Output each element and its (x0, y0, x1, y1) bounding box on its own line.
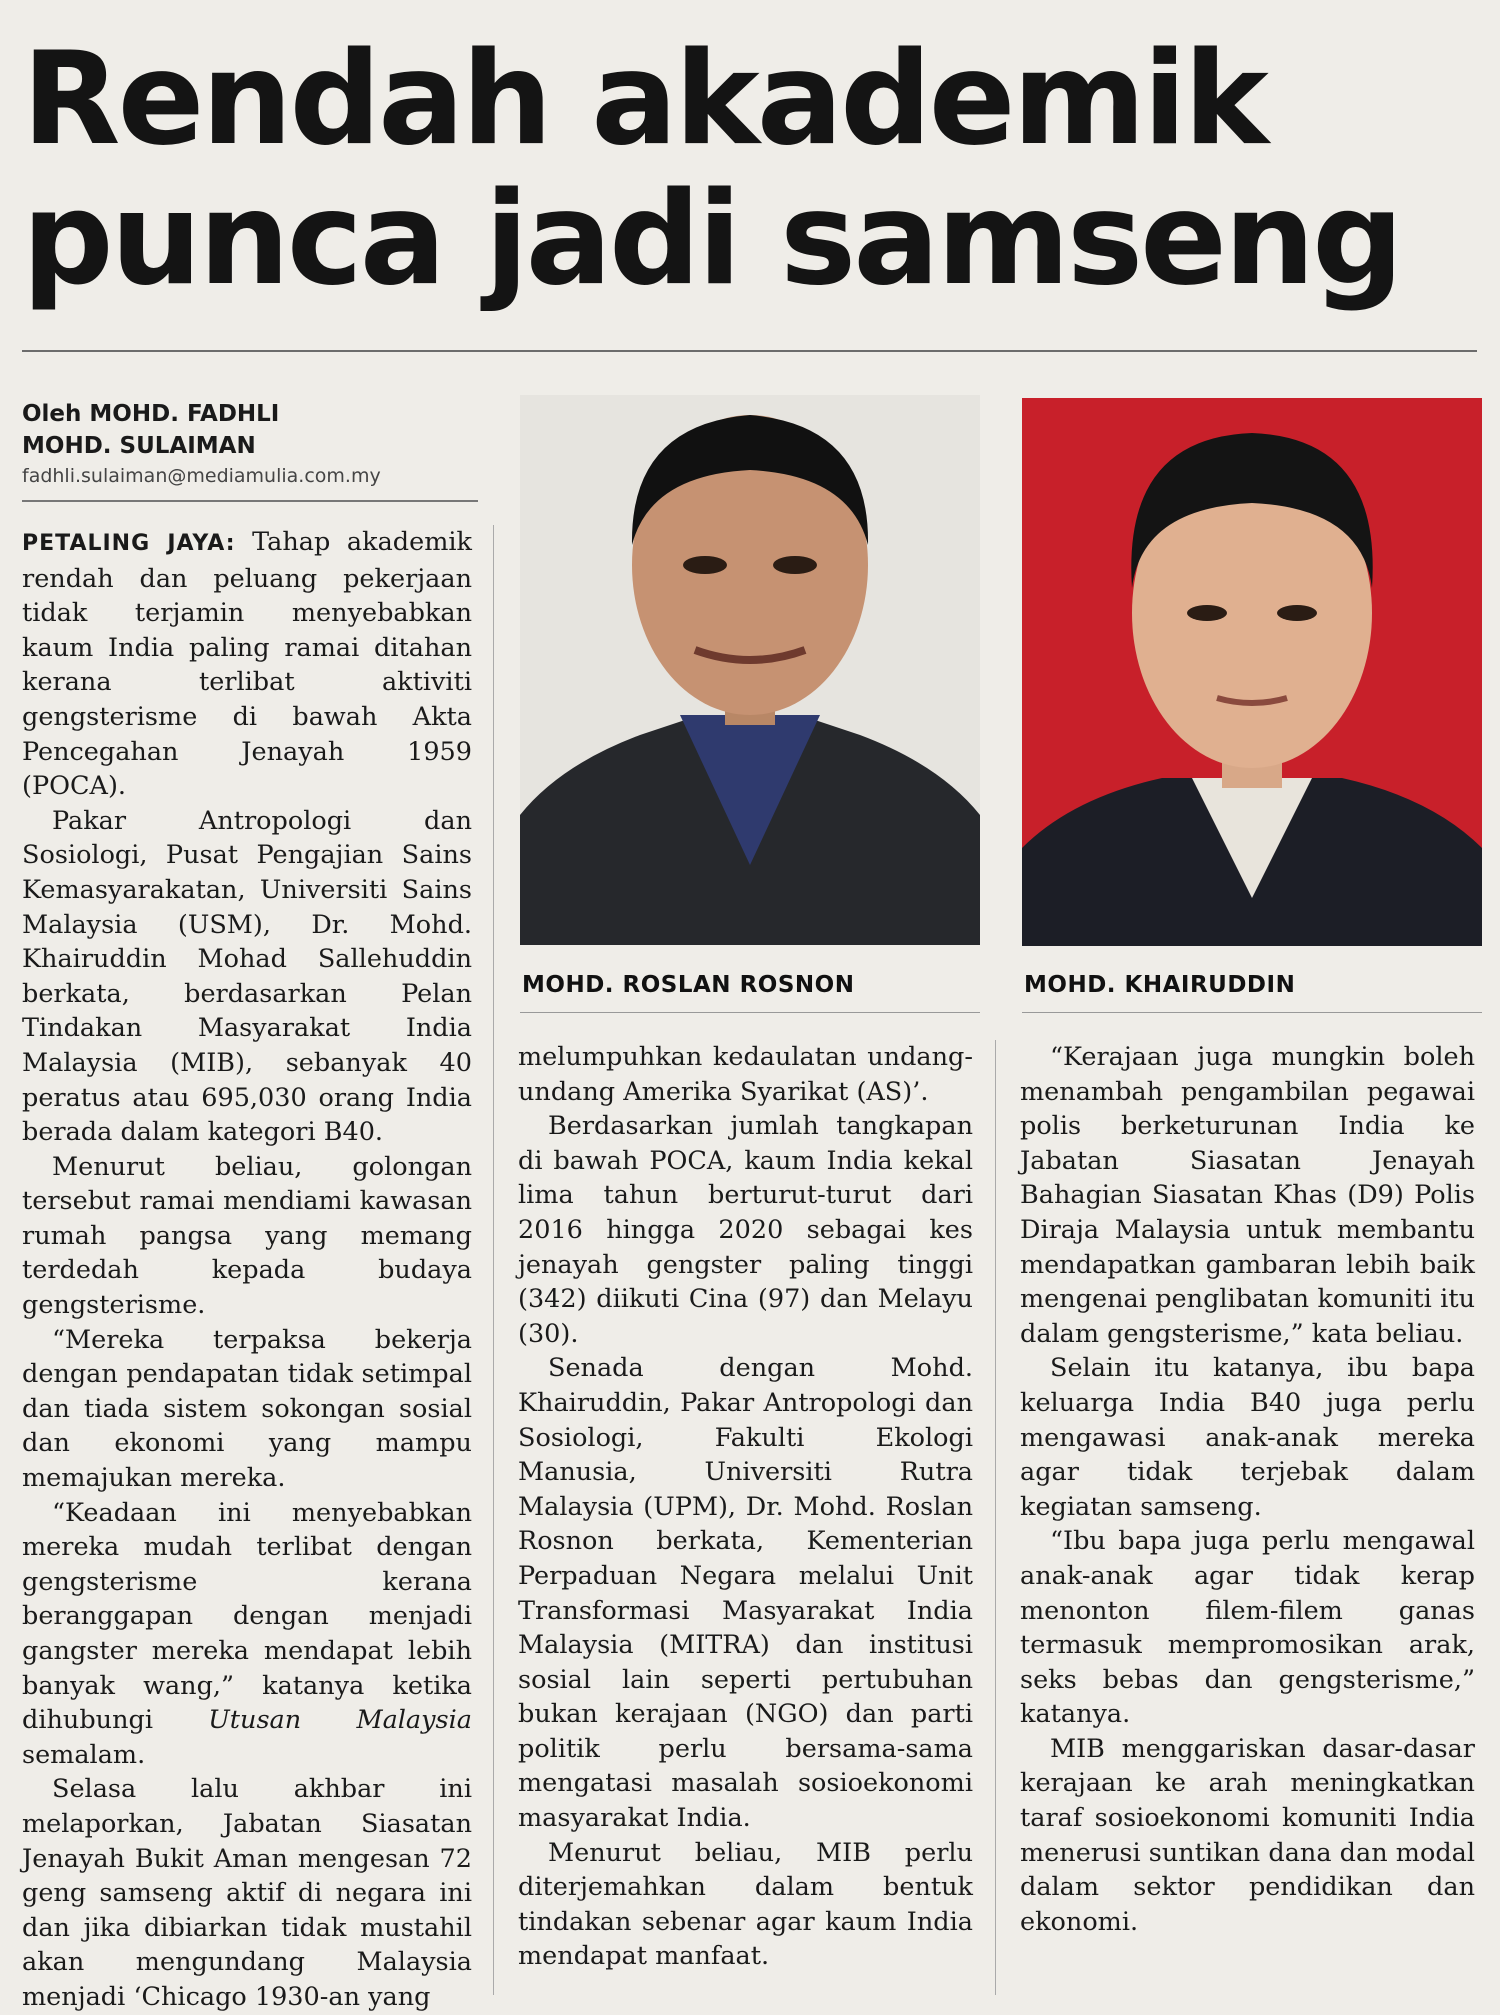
byline-divider (22, 500, 478, 502)
paragraph-text: “Keadaan ini menyebabkan mereka mudah terlibat dengan gengsterisme kerana beranggapan dengan menjadi gangster mereka mendapat lebih banyak wang,” katanya ketika dihubungi (22, 1497, 472, 1736)
paragraph: “Kerajaan juga mungkin boleh menambah pengambilan pegawai polis berketurunan India ke Jabatan Siasatan Jenayah Bahagian Siasatan Khas (D9) Polis Diraja Malaysia untuk membantu mendapatkan gambaran lebih baik mengenai penglibatan komuniti itu dalam gengsterisme,” kata beliau. (1020, 1042, 1475, 1349)
publication-name: Utusan Malaysia (208, 1705, 472, 1736)
caption-divider (1022, 1012, 1482, 1013)
headline-line-1: Rendah akademik (22, 25, 1266, 174)
column-divider (995, 1040, 996, 1995)
paragraph: Senada dengan Mohd. Khairuddin, Pakar Antropologi dan Sosiologi, Fakulti Ekologi Manusia, Universiti Rutra Malaysia (UPM), Dr. Mohd. Roslan Rosnon berkata, Kementerian Perpaduan Negara melalui Unit Transformasi Masyarakat India Malaysia (MITRA) dan institusi sosial lain seperti pertubuhan bukan kerajaan (NGO) dan parti politik perlu bersama-sama mengatasi masalah sosioekonomi masyarakat India. (518, 1353, 973, 1834)
paragraph: Selain itu katanya, ibu bapa keluarga India B40 juga perlu mengawasi anak-anak mereka agar tidak terjebak dalam kegiatan samseng. (1020, 1353, 1475, 1522)
byline-author-line-1: Oleh MOHD. FADHLI (22, 401, 280, 427)
article-column-2 (518, 1040, 973, 1974)
paragraph: “Mereka terpaksa bekerja dengan pendapatan tidak setimpal dan tiada sistem sokongan sosial dan ekonomi yang mampu memajukan mereka. (22, 1324, 472, 1494)
paragraph: Berdasarkan jumlah tangkapan di bawah POCA, kaum India kekal lima tahun berturut-turut dari 2016 hingga 2020 sebagai kes jenayah gengster paling tinggi (342) diikuti Cina (97) dan Melayu (30). (518, 1111, 973, 1349)
headline-line-2: punca jadi samseng (22, 165, 1401, 314)
dateline: PETALING JAYA: (22, 531, 236, 556)
paragraph-text: semalam. (22, 1739, 146, 1770)
photo-caption: MOHD. ROSLAN ROSNON (522, 972, 855, 998)
portrait-illustration (1022, 398, 1482, 946)
paragraph: MIB menggariskan dasar-dasar kerajaan ke arah meningkatkan taraf sosioekonomi komuniti India menerusi suntikan dana dan modal dalam sektor pendidikan dan ekonomi. (1020, 1733, 1475, 1937)
caption-divider (520, 1012, 980, 1013)
headline (22, 25, 1462, 314)
paragraph (22, 1496, 472, 1773)
article-column-3 (1020, 1040, 1475, 1939)
portrait-illustration (520, 395, 980, 945)
paragraph: “Ibu bapa juga perlu mengawal anak-anak agar tidak kerap menonton filem-filem ganas termasuk mempromosikan arak, seks bebas dan gengsterisme,” katanya. (1020, 1526, 1475, 1730)
article-column-1 (22, 525, 472, 2015)
paragraph: Selasa lalu akhbar ini melaporkan, Jabatan Siasatan Jenayah Bukit Aman mengesan 72 geng samseng aktif di negara ini dan jika dibiarkan tidak mustahil akan mengundang Malaysia menjadi ‘Chicago 1930-an yang (22, 1774, 472, 2012)
paragraph: Pakar Antropologi dan Sosiologi, Pusat Pengajian Sains Kemasyarakatan, Universiti Sains Malaysia (USM), Dr. Mohd. Khairuddin Mohad Sallehuddin berkata, berdasarkan Pelan Tindakan Masyarakat India Malaysia (MIB), sebanyak 40 peratus atau 695,030 orang India berada dalam kategori B40. (22, 805, 472, 1148)
headline-divider (22, 350, 1477, 352)
byline-author-line-2: MOHD. SULAIMAN (22, 433, 256, 459)
photo-khairuddin (1022, 398, 1482, 946)
paragraph: Menurut beliau, MIB perlu diterjemahkan dalam bentuk tindakan sebenar agar kaum India mendapat manfaat. (518, 1837, 973, 1972)
byline (22, 398, 472, 490)
photo-roslan-rosnon (520, 395, 980, 945)
paragraph: melumpuhkan kedaulatan undang-undang Amerika Syarikat (AS)’. (518, 1042, 973, 1107)
column-divider (493, 525, 494, 1995)
paragraph: Tahap akademik rendah dan peluang pekerjaan tidak terjamin menyebabkan kaum India paling ramai ditahan kerana terlibat aktiviti gengsterisme di bawah Akta Pencegahan Jenayah 1959 (POCA). (22, 527, 472, 802)
paragraph: Menurut beliau, golongan tersebut ramai mendiami kawasan rumah pangsa yang memang terdedah kepada budaya gengsterisme. (22, 1151, 472, 1321)
photo-caption: MOHD. KHAIRUDDIN (1024, 972, 1296, 998)
byline-email[interactable]: fadhli.sulaiman@mediamulia.com.my (22, 465, 381, 487)
